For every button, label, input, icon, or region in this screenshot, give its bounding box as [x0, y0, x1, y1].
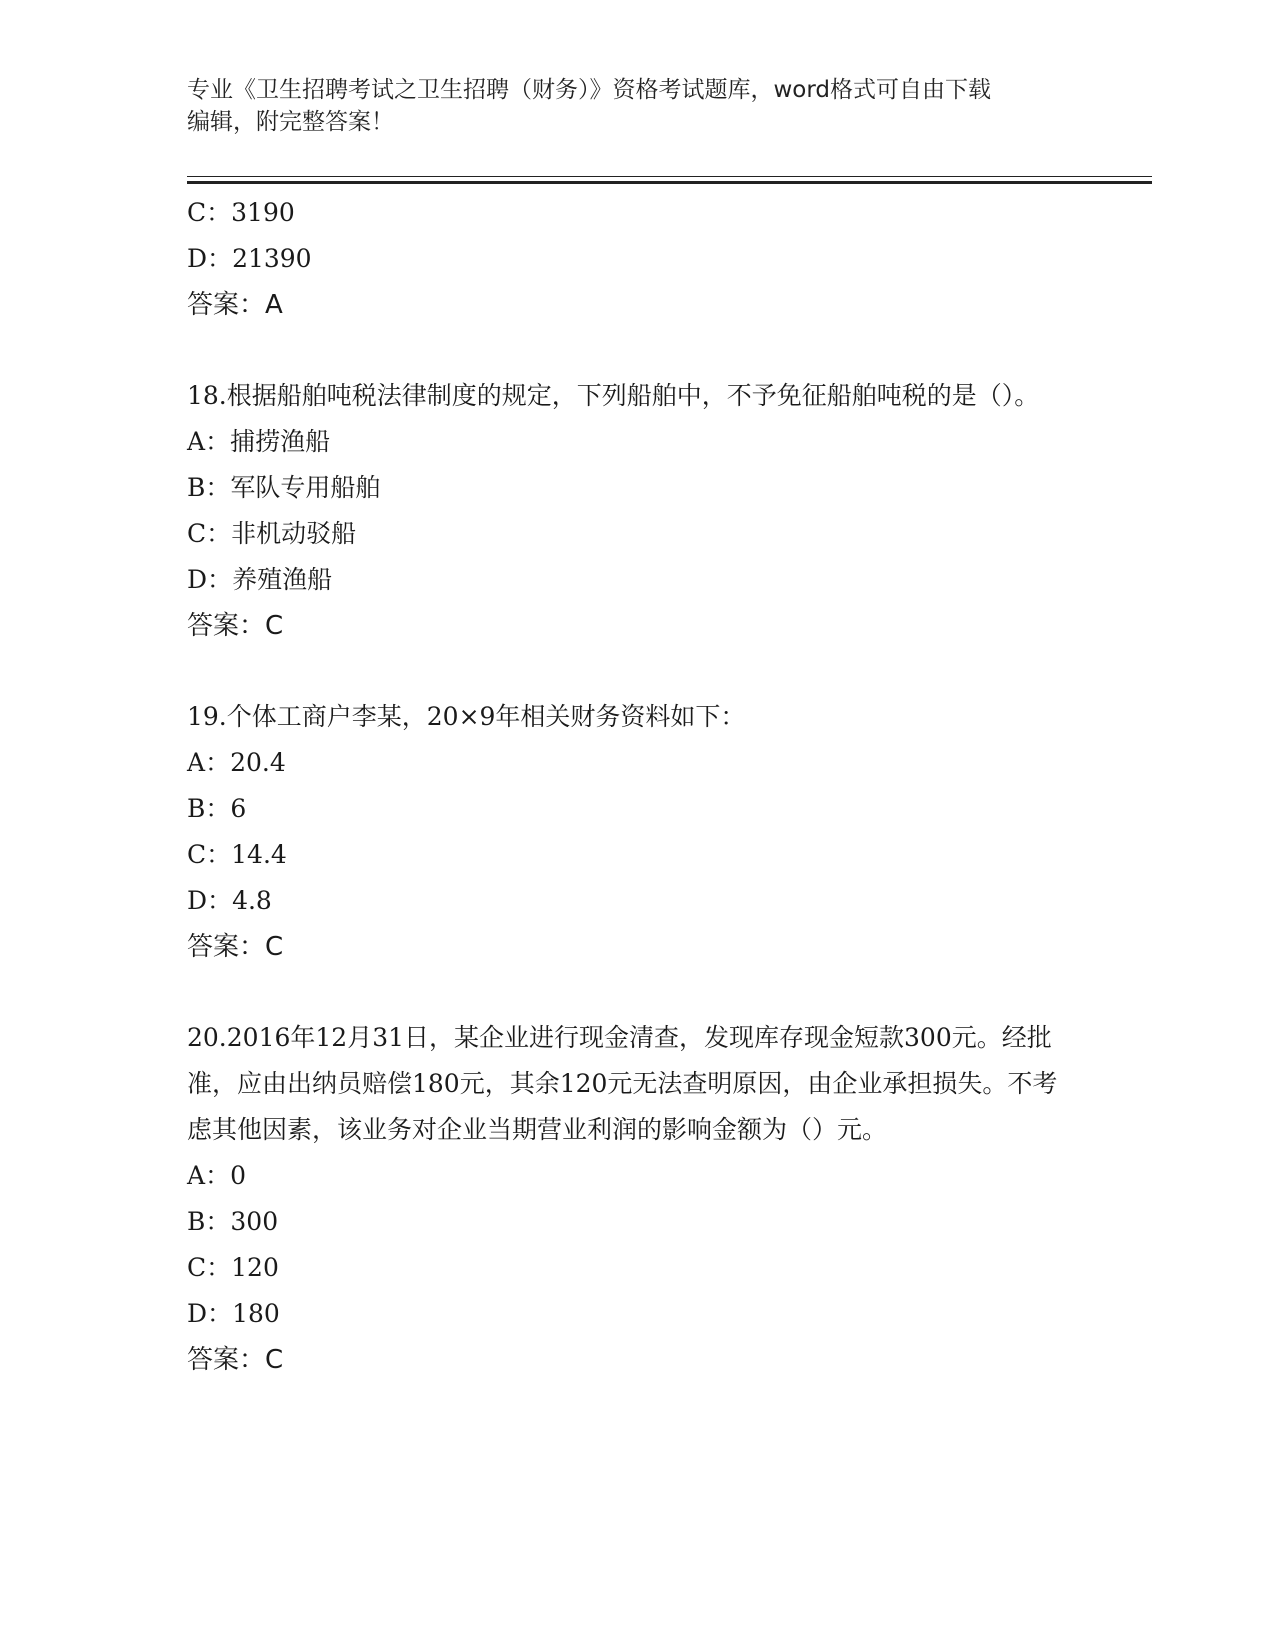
option-a: A：捕捞渔船	[187, 427, 331, 456]
option-b: B：6	[187, 794, 247, 823]
question-text: 19.个体工商户李某，20×9年相关财务资料如下：	[187, 702, 746, 731]
option-c: C：14.4	[187, 840, 287, 869]
option-d: D：180	[187, 1299, 280, 1328]
answer-line: 答案：C	[187, 611, 284, 641]
header-rule-thick	[187, 181, 1152, 184]
option-b: B：300	[187, 1207, 279, 1236]
question-19	[187, 694, 1087, 970]
option-a: A：20.4	[187, 748, 286, 777]
previous-question-tail	[187, 190, 1087, 328]
header-line-2: 编辑，附完整答案！	[187, 109, 394, 135]
option-c: C：120	[187, 1253, 279, 1282]
question-list	[187, 190, 1087, 1383]
option-c: C：非机动驳船	[187, 519, 357, 548]
header-line-1: 专业《卫生招聘考试之卫生招聘（财务）》资格考试题库，word格式可自由下载	[187, 77, 992, 103]
question-20	[187, 1015, 1087, 1383]
question-18	[187, 373, 1087, 649]
answer-line: 答案：C	[187, 932, 284, 962]
answer-line: 答案：A	[187, 290, 283, 320]
option-c: C：3190	[187, 198, 295, 227]
option-a: A：0	[187, 1161, 246, 1190]
option-b: B：军队专用船舶	[187, 473, 381, 502]
question-text: 20.2016年12月31日，某企业进行现金清查，发现库存现金短款300元。经批准，应由出纳员赔偿180元，其余120元无法查明原因，由企业承担损失。不考虑其他因素，该业务对企业当期营业利润的影响金额为（）元。	[187, 1023, 1058, 1144]
option-d: D：4.8	[187, 886, 272, 915]
option-d: D：养殖渔船	[187, 565, 333, 594]
document-header	[187, 74, 1087, 138]
question-text: 18.根据船舶吨税法律制度的规定，下列船舶中，不予免征船舶吨税的是（）。	[187, 381, 1040, 410]
option-d: D：21390	[187, 244, 312, 273]
header-rule-thin	[187, 176, 1152, 177]
answer-line: 答案：C	[187, 1345, 284, 1375]
